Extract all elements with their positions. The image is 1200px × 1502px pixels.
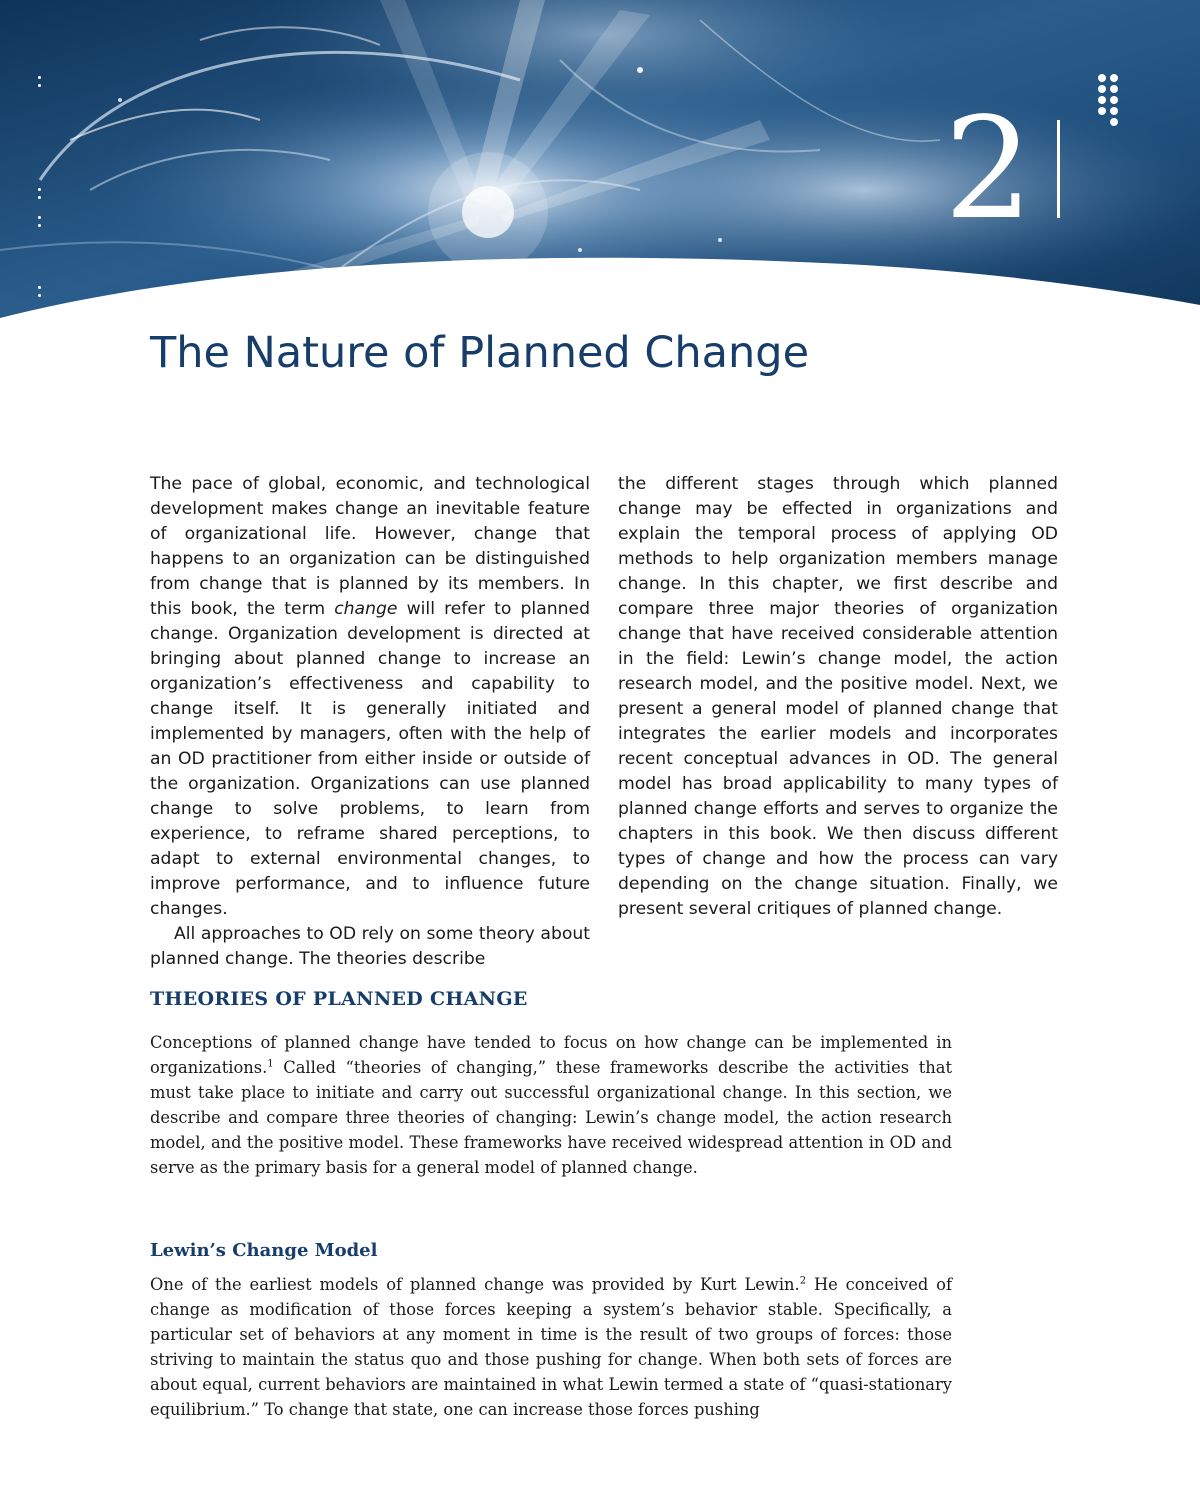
subsection-heading-lewin: Lewin’s Change Model bbox=[150, 1240, 378, 1261]
footnote-ref-1[interactable]: 1 bbox=[267, 1058, 274, 1070]
chapter-number-divider bbox=[1057, 120, 1060, 218]
chapter-number: 2 bbox=[944, 88, 1034, 251]
side-dot-markers bbox=[38, 70, 44, 310]
chapter-title: The Nature of Planned Change bbox=[150, 328, 810, 378]
intro-column-left bbox=[150, 472, 590, 972]
intro-paragraph-1: The pace of global, economic, and technological development makes change an inevitable feature of organizational life. However, change that happens to an organization can be distinguished from change that is planned by its members. In this book, the term change will refer to planned change. Organization development is directed at bringing about planned change to increase an organization’s effectiveness and capability to change itself. It is generally initiated and implemented by managers, often with the help of an OD practitioner from either inside or outside of the organization. Organizations can use planned change to solve problems, to learn from experience, to reframe shared perceptions, to adapt to external environmental changes, to improve performance, and to influence future changes. bbox=[150, 474, 590, 919]
intro-column-right bbox=[618, 472, 1058, 922]
emphasis-change: change bbox=[334, 599, 398, 619]
intro-paragraph-2: All approaches to OD rely on some theory about planned change. The theories describe bbox=[150, 924, 590, 969]
chapter-dot-grid bbox=[1098, 74, 1124, 124]
chapter-banner bbox=[0, 0, 1200, 345]
lewin-paragraph: One of the earliest models of planned change was provided by Kurt Lewin.$^2$ He conceived of change as modification of those forces keeping a system’s behavior stable. Specifically, a particular set of behaviors at any moment in time is the result of two groups of forces: those striving to maintain the status quo and those pushing for change. When both sets of forces are about equal, current behaviors are maintained in what Lewin termed a state of “quasi-stationary equilibrium.” To change that state, one can increase those forces pushing bbox=[150, 1275, 952, 1419]
footnote-ref-2[interactable]: 2 bbox=[799, 1275, 807, 1287]
theories-paragraph: Conceptions of planned change have tended to focus on how change can be implemented in organizations.$^1$ Called “theories of changing,” these frameworks describe the activities that must take place to initiate and carry out successful organizational change. In this section, we describe and compare three theories of changing: Lewin’s change model, the action research model, and the positive model. These frameworks have received widespread attention in OD and serve as the primary basis for a general model of planned change. bbox=[150, 1033, 952, 1177]
section-heading-theories: THEORIES OF PLANNED CHANGE bbox=[150, 988, 528, 1010]
intro-paragraph-2-continued: the different stages through which planned change may be effected in organizations and explain the temporal process of applying OD methods to help organization members manage change. In this chapter, we first describe and compare three major theories of organization change that have received considerable attention in the field: Lewin’s change model, the action research model, and the positive model. Next, we present a general model of planned change that integrates the earlier models and incorporates recent conceptual advances in OD. The general model has broad applicability to many types of planned change efforts and serves to organize the chapters in this book. We then discuss different types of change and how the process can vary depending on the change situation. Finally, we present several critiques of planned change. bbox=[618, 474, 1058, 919]
